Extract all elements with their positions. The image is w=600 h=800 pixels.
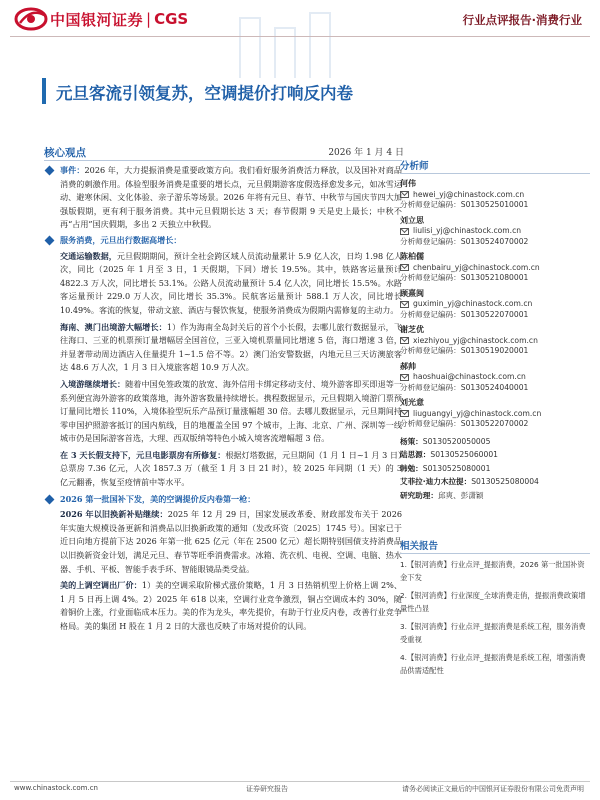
extra-row — [400, 475, 590, 489]
extra-label: 艾菲拉·迪力木拉提： — [400, 477, 472, 486]
inbound-tourism-text: 随着中国免签政策的放宽、海外信用卡绑定移动支付、境外游客即买即退等一系列便宜海外游客的政策落地，海外游客数量持续增长。携程数据显示，元旦假期入境游门票预订量同比增长 110%，入境体验型玩乐产品预订量涨幅超 30 倍。去哪儿数据显示，元旦期间持零申国护照游客抵订的国内航线，目的地覆盖全国 97 个城市，上海、北京、广州、深圳等一线城市仍是国际游客首选，大理、西双版纳等特色小城入境客流增幅超 3 倍。 — [60, 378, 402, 444]
transport-label: 交通运输数据， — [60, 250, 117, 261]
subsidy-title: 2026 第一批国补下发，美的空调提价反内卷第一枪： — [60, 493, 256, 504]
brand-logo — [14, 6, 188, 32]
analyst-name: 陈柏儒 — [400, 252, 424, 261]
service-consumption-title: 服务消费，元旦出行数据高增长： — [60, 234, 182, 245]
inbound-tourism-label: 入境游继续增长： — [60, 378, 126, 389]
trade-in-label: 2026 年以旧换新补贴继续： — [60, 509, 168, 520]
hainan-macau-label: 海南、澳门出境游大幅增长： — [60, 321, 167, 332]
analyst-block — [400, 179, 590, 211]
extra-analysts — [400, 435, 590, 503]
footer-center: 证券研究报告 — [246, 785, 288, 793]
analyst-email[interactable]: haoshuai@chinastock.com.cn — [413, 372, 526, 381]
mail-icon — [400, 301, 409, 308]
bullet-icon — [45, 236, 55, 246]
analyst-heading: 分析师 — [400, 158, 590, 174]
analyst-block — [400, 289, 590, 321]
extra-label: 杨策： — [400, 436, 423, 446]
hainan-macau-text: 1）作为海南全岛封关后的首个小长假，去哪儿旅行数据显示，飞往海口、三亚的机票预订量增幅居全国首位，三亚入境机票量同比增速 5 倍，海口增速 3 倍，并显著带动周边酒店入住量提升 1~1.5 倍不等。2）澳门治安警数据，内地元旦三天访澳旅客达 48.6 万人次，1 月 3 日入境旅客超 10.9 万人次。 — [60, 321, 402, 373]
subsidy-heading — [44, 493, 402, 507]
trade-in-paragraph — [44, 508, 402, 576]
extra-row — [400, 435, 590, 449]
footer-disclaimer: 请务必阅读正文最后的中国银河证券股份有限公司免责声明 — [402, 785, 584, 793]
mail-icon — [400, 228, 409, 235]
brand-name-cn: 中国银河证券 — [50, 10, 144, 29]
mail-icon — [400, 191, 409, 198]
analyst-cert: 分析师登记编码：S0130524040001 — [400, 382, 529, 392]
hainan-macau-paragraph — [44, 321, 402, 375]
analyst-cert: 分析师登记编码：S0130519020001 — [400, 346, 529, 355]
extra-value: S0130525060001 — [430, 450, 499, 459]
extra-value: S0130525080004 — [471, 477, 539, 486]
event-text: 2026 年，大力提振消费是重要政策方向。我们看好服务消费活力释放，以及国补对商品消费的刺激作用。体验型服务消费是重要的增长点，元旦假期游客度假选择愈发多元，如冰雪运动、避寒休闲、文化体验、亲子游乐等场景。2026 年将有元旦、春节、中秋节与国庆节四大加强版假期，更有利于服务消费。其中元旦假期长达 3 天；春节假期 9 天是史上最长；中秋不再“占用”国庆假期，多出 2 天独立中秋假。 — [60, 165, 402, 230]
title-accent-bar — [42, 78, 46, 104]
section-divider — [44, 160, 402, 161]
midea-price-text: 1）美的空调采取阶梯式涨价策略，1 月 3 日热销机型上价格上调 2%、1 月 5 日再上调 4%。2）2025 年 618 以来，空调行业竞争激烈，铜占空调成本约 30%，随着铜价上涨，行业面临成本压力。美的作为龙头，率先提价，有助于行业反内卷，改善行业竞争格局。美的集团 H 股在 1 月 2 日的大涨也反映了市场对提价的认同。 — [60, 580, 402, 631]
analyst-block — [400, 362, 590, 394]
related-report-link[interactable]: 3.【银河消费】行业点评_提振消费是系统工程，服务消费受重视 — [400, 622, 586, 644]
analyst-name: 刘立思 — [400, 215, 424, 225]
inbound-tourism-paragraph — [44, 378, 402, 446]
mail-icon — [400, 374, 409, 381]
mail-icon — [400, 410, 409, 417]
header-divider — [10, 36, 590, 37]
main-content — [44, 164, 402, 637]
sidebar — [400, 158, 590, 682]
box-office-paragraph — [44, 449, 402, 490]
bullet-icon — [45, 166, 55, 176]
section-core-views: 核心观点 — [44, 147, 86, 159]
report-type: 行业点评报告·消费行业 — [462, 13, 582, 27]
extra-label: 陆思源： — [400, 450, 431, 459]
related-report-link[interactable]: 1.【银河消费】行业点评_提振消费，2026 第一批国补资金下发 — [400, 560, 585, 582]
extra-label: 研究助理： — [400, 490, 438, 500]
brand-separator: | — [146, 10, 152, 28]
extra-row — [400, 489, 590, 503]
transport-paragraph — [44, 250, 402, 318]
mail-icon — [400, 337, 409, 344]
analyst-name: 何伟 — [400, 179, 416, 188]
footer-site[interactable]: www.chinastock.com.cn — [14, 784, 98, 792]
analyst-email[interactable]: chenbairu_yj@chinastock.com.cn — [413, 262, 540, 272]
transport-text: 元旦假期期间，预计全社会跨区域人员流动量累计 5.9 亿人次，日均 1.98 亿人次，同比（2025 年 1 月至 3 日，1 天假期，下同）增长 19.5%。其中，铁路客运量预计 4822.3 万人次，同比增长 53.1%。公路人员流动量预计 5.4 亿人次，同比增长 15.5%。水路客运量预计 229.0 万人次，同比增长 35.3%。民航客运量预计 588.1 万人次，同比增长 10.49%。客流的恢复，带动文旅、酒店与餐饮恢复，使服务消费成为假期内需修复的主动力。 — [60, 250, 402, 315]
service-consumption-heading — [44, 234, 402, 248]
extra-label: 韩勉： — [400, 463, 423, 473]
analyst-email[interactable]: xiezhiyou_yj@chinastock.com.cn — [413, 335, 538, 345]
analyst-email[interactable]: hewei_yj@chinastock.com.cn — [413, 189, 525, 199]
related-reports-heading: 相关报告 — [400, 538, 590, 554]
extra-value: S0130525080001 — [422, 463, 491, 473]
related-reports-list — [400, 558, 590, 677]
watermark-graphic — [230, 8, 350, 78]
midea-price-paragraph — [44, 579, 402, 633]
box-office-label: 在 3 天长假支持下，元旦电影票房有所修复： — [60, 449, 226, 460]
analyst-email[interactable]: liulisi_yj@chinastock.com.cn — [413, 226, 522, 235]
analyst-block — [400, 252, 590, 284]
footer-divider — [10, 781, 590, 782]
analyst-cert: 分析师登记编码：S0130522070002 — [400, 419, 529, 428]
bullet-icon — [45, 494, 55, 504]
analyst-block — [400, 216, 590, 248]
analyst-cert: 分析师登记编码：S0130525010001 — [400, 200, 529, 209]
midea-price-label: 美的上调空调出厂价： — [60, 580, 142, 591]
related-report-link[interactable]: 4.【银河消费】行业点评_提振消费是系统工程，增强消费品供需适配性 — [400, 653, 586, 675]
event-label: 事件： — [60, 165, 85, 175]
analyst-name: 刘光意 — [400, 398, 424, 407]
analyst-cert: 分析师登记编码：S0130522070001 — [400, 309, 529, 319]
brand-name-en: CGS — [154, 10, 189, 28]
analyst-name: 郝帅 — [400, 361, 416, 371]
analyst-email[interactable]: guximin_yj@chinastock.com.cn — [413, 299, 533, 308]
extra-value: S0130520050005 — [422, 436, 491, 446]
box-office-text: 根据灯塔数据，元旦期间（1 月 1 日~1 月 3 日）总票房 7.36 亿元，人次 1857.3 万（截至 1 月 3 日 21 时），较 2025 年同期（1 天）的 3 亿元翻番，恢复至疫情前中等水平。 — [60, 449, 402, 488]
galaxy-logo-icon — [14, 6, 48, 32]
analyst-block — [400, 398, 590, 430]
analyst-email[interactable]: liuguangyi_yj@chinastock.com.cn — [413, 408, 542, 418]
report-date: 2026 年 1 月 4 日 — [328, 148, 404, 158]
analyst-name: 顾熹闽 — [400, 288, 424, 298]
extra-row — [400, 448, 590, 462]
mail-icon — [400, 264, 409, 271]
report-title: 元旦客流引领复苏，空调提价打响反内卷 — [56, 84, 353, 103]
analyst-name: 谢芝优 — [400, 325, 424, 334]
related-report-link[interactable]: 2.【银河消费】行业深度_全球消费走俏，提振消费政策增量性凸显 — [400, 591, 586, 613]
page-header — [0, 0, 600, 42]
extra-value: 邱爽、彭潇颖 — [437, 490, 484, 500]
analyst-cert: 分析师登记编码：S0130521080001 — [400, 273, 529, 282]
event-paragraph — [44, 164, 402, 232]
analyst-cert: 分析师登记编码：S0130524070002 — [400, 236, 529, 246]
extra-row — [400, 462, 590, 476]
trade-in-text: 2025 年 12 月 29 日，国家发展改革委、财政部发布关于 2026 年实施大规模设备更新和消费品以旧换新政策的通知（发改环资〔2025〕1745 号）。国家已于近日向地方提前下达 2026 年第一批 625 亿元（年在 2500 亿元）超长期特别国债支持消费品以旧换新资金计划，满足元旦、春节等旺季消费需求。冰箱、洗衣机、电视、空调、电脑、热水器、手机、平板、智能手表手环、智能眼镜品类受益。 — [60, 509, 402, 574]
analyst-block — [400, 325, 590, 357]
